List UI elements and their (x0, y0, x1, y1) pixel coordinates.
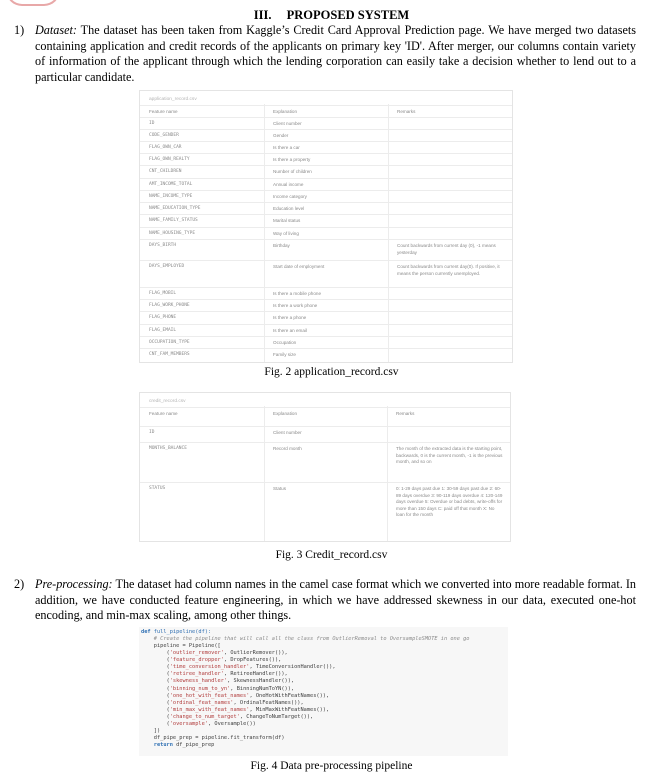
explanation: Is there a car (273, 145, 300, 150)
item-number: 1) (14, 23, 25, 37)
dataset-paragraph (14, 23, 636, 85)
column-header: Remarks (396, 411, 415, 416)
table-row (140, 141, 512, 150)
code-line: def full_pipeline(df): (141, 629, 212, 635)
feature-name: AMT_INCOME_TOTAL (149, 182, 193, 187)
feature-name: CNT_FAM_MEMBERS (149, 352, 190, 357)
preprocessing-paragraph (14, 577, 636, 624)
explanation: Gender (273, 133, 289, 138)
table-row (140, 482, 510, 518)
feature-name: CODE_GENDER (149, 133, 179, 138)
table-row (140, 214, 512, 223)
figure-caption: Fig. 4 Data pre-processing pipeline (250, 760, 413, 772)
step-class: OrdinalFeatNames()), (236, 699, 304, 706)
step-name: 'min_max_with_feat_names' (169, 706, 250, 713)
explanation: Education level (273, 206, 305, 211)
feature-name: STATUS (149, 486, 166, 491)
code-line: df_pipe_prep = pipeline.fit_transform(df) (141, 735, 285, 742)
feature-name: MONTHS_BALANCE (149, 446, 187, 451)
paragraph-text: The dataset has been taken from Kaggle’s Credit Card Approval Prediction page. We have merged two datasets containing application and credit records of the applicants on primary key 'ID'. After merger, our columns contain variety of information of the applicant through which the lending corporation can easily take a decision whether to lend out to a particular candidate. (35, 23, 636, 84)
table-row (140, 299, 512, 308)
step-name: 'change_to_num_target' (169, 713, 240, 720)
paragraph-heading: Dataset: (35, 23, 77, 37)
explanation: Client number (273, 121, 302, 126)
item-number: 2) (14, 577, 25, 591)
table-row (140, 311, 512, 320)
application-record-table (139, 90, 513, 363)
feature-name: ID (149, 430, 155, 435)
table-header-row (140, 105, 512, 114)
feature-name: OCCUPATION_TYPE (149, 340, 190, 345)
explanation: Is there a mobile phone (273, 291, 322, 296)
explanation: Occupation (273, 340, 297, 345)
table-header-row (140, 407, 510, 416)
table-row (140, 227, 512, 236)
step-class: OutlierRemover()), (227, 650, 288, 656)
explanation: Is there a property (273, 157, 311, 162)
feature-name: CNT_CHILDREN (149, 169, 182, 174)
explanation: Start date of employment (273, 264, 325, 269)
table-row (140, 117, 512, 126)
table-name: application_record.csv (149, 97, 197, 102)
step-class: MinMaxWithFeatNames()), (252, 706, 330, 713)
feature-name: FLAG_EMAIL (149, 328, 177, 333)
explanation: Record month (273, 446, 302, 451)
step-class: TimeConversionHandler()), (252, 664, 336, 671)
remarks: The month of the extracted data is the starting point, backwards, 0 is the current month, -1 is the previous month, and so on (396, 446, 503, 465)
feature-name: FLAG_OWN_CAR (149, 145, 182, 150)
feature-name: NAME_FAMILY_STATUS (149, 218, 198, 223)
code-line: ('binning_num_to_yn', BinningNumToYN()), (141, 685, 295, 692)
table-row (140, 202, 512, 211)
feature-name: FLAG_PHONE (149, 315, 177, 320)
table-row (140, 153, 512, 162)
code-line: ]) (141, 728, 161, 735)
table-row (140, 336, 512, 345)
code-line: ('change_to_num_target', ChangeToNumTarget()), (141, 713, 314, 720)
code-line: ('oversample', Oversample()) (141, 721, 256, 727)
section-heading: PROPOSED SYSTEM (286, 8, 410, 22)
step-name: 'outlier_remover' (169, 650, 224, 656)
paragraph-text: The dataset had column names in the camel case format which we converted into more readable format. In addition, we have conducted feature engineering, in which we have addressed skewness in our data, executed one-hot encoding, and min-max scaling, among other things. (35, 577, 636, 622)
remarks: Count backwards from current day (0), -1 means yesterday (397, 243, 496, 255)
return-keyword: return (141, 742, 173, 749)
step-name: 'feature_dropper' (169, 657, 224, 664)
column-header: Remarks (397, 109, 416, 114)
explanation: Way of living (273, 231, 299, 236)
explanation: Family size (273, 352, 296, 357)
figure-caption: Fig. 3 Credit_record.csv (275, 549, 388, 561)
code-line: ('feature_dropper', DropFeatures()), (141, 657, 282, 664)
explanation: Is there a phone (273, 315, 307, 320)
feature-name: ID (149, 121, 155, 126)
feature-name: NAME_INCOME_TYPE (149, 194, 193, 199)
explanation: Is there a work phone (273, 303, 318, 308)
remarks: Count backwards from current day(0). If positive, it means the person currently unemployed. (397, 264, 500, 276)
step-class: OneHotWithFeatNames()), (252, 692, 330, 699)
column-header: Explanation (273, 411, 298, 416)
step-class: DropFeatures()), (227, 657, 282, 664)
code-line: ('outlier_remover', OutlierRemover()), (141, 650, 288, 656)
explanation: Marital status (273, 218, 301, 223)
feature-name: NAME_EDUCATION_TYPE (149, 206, 201, 211)
paragraph-heading: Pre-processing: (35, 577, 113, 591)
column-header: Feature name (149, 109, 178, 114)
table-row (140, 260, 512, 276)
step-name: 'retiree_handler' (169, 671, 224, 678)
table-row (140, 190, 512, 199)
code-line: ('retiree_handler', RetireeHandler()), (141, 671, 288, 678)
code-line: ('min_max_with_feat_names', MinMaxWithFeatNames()), (141, 706, 330, 713)
explanation: Income category (273, 194, 307, 199)
step-name: 'one_hot_with_feat_names' (169, 692, 250, 699)
table-name: credit_record.csv (149, 399, 186, 404)
feature-name: FLAG_WORK_PHONE (149, 303, 190, 308)
header-decoration (6, 0, 60, 6)
code-line (141, 742, 214, 749)
step-name: 'ordinal_feat_names' (169, 699, 234, 706)
code-line: ('skewness_handler', SkewnessHandler()), (141, 678, 295, 685)
step-name: 'oversample' (169, 721, 208, 727)
code-comment: # Create the pipeline that will call all the class from OutlierRemoval to OversampleSMOTE in one go (141, 636, 470, 642)
step-class: BinningNumToYN()), (233, 685, 295, 692)
code-line: ('time_conversion_handler', TimeConversionHandler()), (141, 664, 336, 671)
step-name: 'time_conversion_handler' (169, 664, 250, 671)
feature-name: DAYS_EMPLOYED (149, 264, 185, 269)
explanation: Status (273, 486, 287, 491)
code-line: ('ordinal_feat_names', OrdinalFeatNames()), (141, 699, 304, 706)
credit-record-table (139, 392, 511, 542)
step-class: SkewnessHandler()), (230, 678, 295, 685)
remarks: 0: 1-29 days past due 1: 30-59 days past due 2: 60-89 days overdue 3: 90-119 days overdue 4: 120-149 days overdue 5: Overdue or bad debts, write-offs for more than 150 days C: paid off that month X: No loan for the month (396, 486, 503, 518)
table-row (140, 426, 510, 435)
figure-caption: Fig. 2 application_record.csv (264, 366, 399, 378)
code-block (139, 627, 508, 756)
code-line: pipeline = Pipeline([ (141, 643, 221, 649)
section-numeral: III. (253, 8, 272, 22)
feature-name: FLAG_MOBIL (149, 291, 177, 296)
step-class: RetireeHandler()), (227, 671, 288, 678)
step-class: Oversample()) (211, 721, 256, 727)
table-row (140, 178, 512, 187)
feature-name: DAYS_BIRTH (149, 243, 177, 248)
feature-name: NAME_HOUSING_TYPE (149, 231, 196, 236)
table-row (140, 165, 512, 174)
step-class: ChangeToNumTarget()), (243, 713, 314, 720)
explanation: Client number (273, 430, 302, 435)
explanation: Annual income (273, 182, 304, 187)
table-row (140, 287, 512, 296)
table-row (140, 348, 512, 357)
explanation: Birthday (273, 243, 290, 248)
return-value: df_pipe_prep (172, 742, 215, 749)
feature-name: FLAG_OWN_REALTY (149, 157, 190, 162)
column-header: Explanation (273, 109, 298, 114)
explanation: Number of children (273, 169, 312, 174)
section-title (0, 8, 663, 23)
code-line: ('one_hot_with_feat_names', OneHotWithFeatNames()), (141, 692, 330, 699)
step-name: 'binning_num_to_yn' (169, 685, 231, 692)
table-row (140, 129, 512, 138)
table-row (140, 239, 512, 255)
column-header: Feature name (149, 411, 178, 416)
table-row (140, 442, 510, 465)
table-row (140, 324, 512, 333)
step-name: 'skewness_handler' (169, 678, 228, 685)
explanation: Is there an email (273, 328, 307, 333)
